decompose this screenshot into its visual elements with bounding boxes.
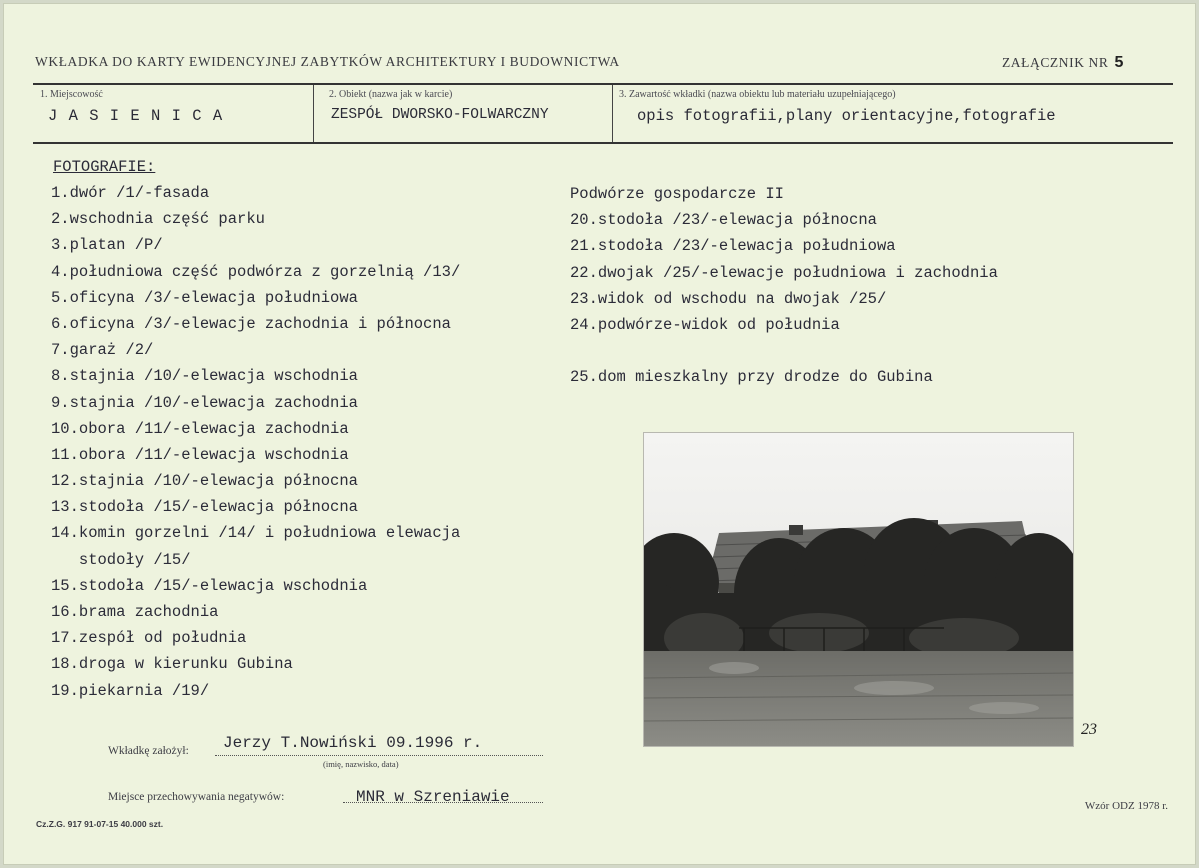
- list-item: 10.obora /11/-elewacja zachodnia: [51, 419, 349, 438]
- list-item: 11.obora /11/-elewacja wschodnia: [51, 445, 349, 464]
- list-item: stodoły /15/: [51, 550, 191, 569]
- list-item: 24.podwórze-widok od południa: [570, 315, 840, 334]
- template-info: Wzór ODZ 1978 r.: [1084, 800, 1168, 812]
- attachment-label: ZAŁĄCZNIK NR: [1001, 55, 1109, 70]
- header-rule-bottom: [33, 142, 1173, 144]
- photo-list-right: [570, 183, 998, 393]
- created-by-line: [215, 755, 543, 756]
- photos-heading: FOTOGRAFIE:: [53, 158, 156, 176]
- list-item: 22.dwojak /25/-elewacje południowa i zachodnia: [570, 263, 998, 282]
- print-info: Cz.Z.G. 917 91-07-15 40.000 szt.: [36, 819, 164, 829]
- created-by-value: Jerzy T.Nowiński 09.1996 r.: [223, 734, 483, 752]
- object-value: ZESPÓŁ DWORSKO-FOLWARCZNY: [331, 107, 549, 123]
- list-item: 9.stajnia /10/-elewacja zachodnia: [51, 393, 358, 412]
- list-item: 20.stodoła /23/-elewacja północna: [570, 211, 877, 230]
- form-title: WKŁADKA DO KARTY EWIDENCYJNEJ ZABYTKÓW ARCHITEKTURY I BUDOWNICTWA: [35, 54, 620, 69]
- content-value: opis fotografii,plany orientacyjne,fotografie: [637, 107, 1056, 125]
- list-item: 2.wschodnia część parku: [51, 210, 265, 229]
- storage-label: Miejsce przechowywania negatywów:: [108, 791, 285, 803]
- storage-value: MNR w Szreniawie: [356, 788, 510, 806]
- storage-line: [343, 802, 543, 803]
- list-item: 5.oficyna /3/-elewacja południowa: [51, 288, 358, 307]
- list-item: 8.stajnia /10/-elewacja wschodnia: [51, 367, 358, 386]
- place-value: J A S I E N I C A: [48, 107, 224, 125]
- list-item: 7.garaż /2/: [51, 341, 154, 360]
- list-item: 1.dwór /1/-fasada: [51, 184, 210, 202]
- list-item: 15.stodoła /15/-elewacja wschodnia: [51, 576, 368, 595]
- field-divider-1: [313, 85, 314, 142]
- list-item: 23.widok od wschodu na dwojak /25/: [570, 289, 887, 308]
- list-item: 4.południowa część podwórza z gorzelnią /13/: [51, 262, 461, 281]
- list-item: 18.droga w kierunku Gubina: [51, 655, 293, 674]
- list-item: 21.stodoła /23/-elewacja południowa: [570, 237, 896, 256]
- list-item: 16.brama zachodnia: [51, 603, 219, 621]
- inventory-card-insert: [3, 3, 1196, 865]
- object-label: 2. Obiekt (nazwa jak w karcie): [329, 89, 453, 100]
- photo-list-left: [51, 182, 460, 706]
- attachment-number-value: 5: [1114, 54, 1124, 71]
- list-item: 3.platan /P/: [51, 236, 163, 255]
- section-heading: Podwórze gospodarcze II: [570, 185, 784, 203]
- attachment-number: [1002, 54, 1124, 72]
- created-by-label: Wkładkę założył:: [108, 745, 189, 757]
- list-item: 25.dom mieszkalny przy drodze do Gubina: [570, 368, 933, 387]
- list-item: 6.oficyna /3/-elewacje zachodnia i północna: [51, 314, 451, 333]
- house-photo-icon: [644, 433, 1073, 746]
- created-by-hint: (imię, nazwisko, data): [323, 759, 399, 769]
- list-item: 14.komin gorzelni /14/ i południowa elewacja: [51, 524, 461, 543]
- content-label: 3. Zawartość wkładki (nazwa obiektu lub materiału uzupełniającego): [619, 89, 896, 100]
- field-divider-2: [612, 85, 613, 142]
- place-label: 1. Miejscowość: [40, 89, 103, 100]
- list-item: 12.stajnia /10/-elewacja północna: [51, 472, 358, 491]
- photo-number: 23: [1081, 721, 1097, 738]
- list-item: 19.piekarnia /19/: [51, 681, 210, 700]
- list-item: 13.stodoła /15/-elewacja północna: [51, 498, 358, 517]
- photograph: [644, 433, 1073, 746]
- list-item: 17.zespół od południa: [51, 629, 247, 648]
- header-rule-top: [33, 83, 1173, 85]
